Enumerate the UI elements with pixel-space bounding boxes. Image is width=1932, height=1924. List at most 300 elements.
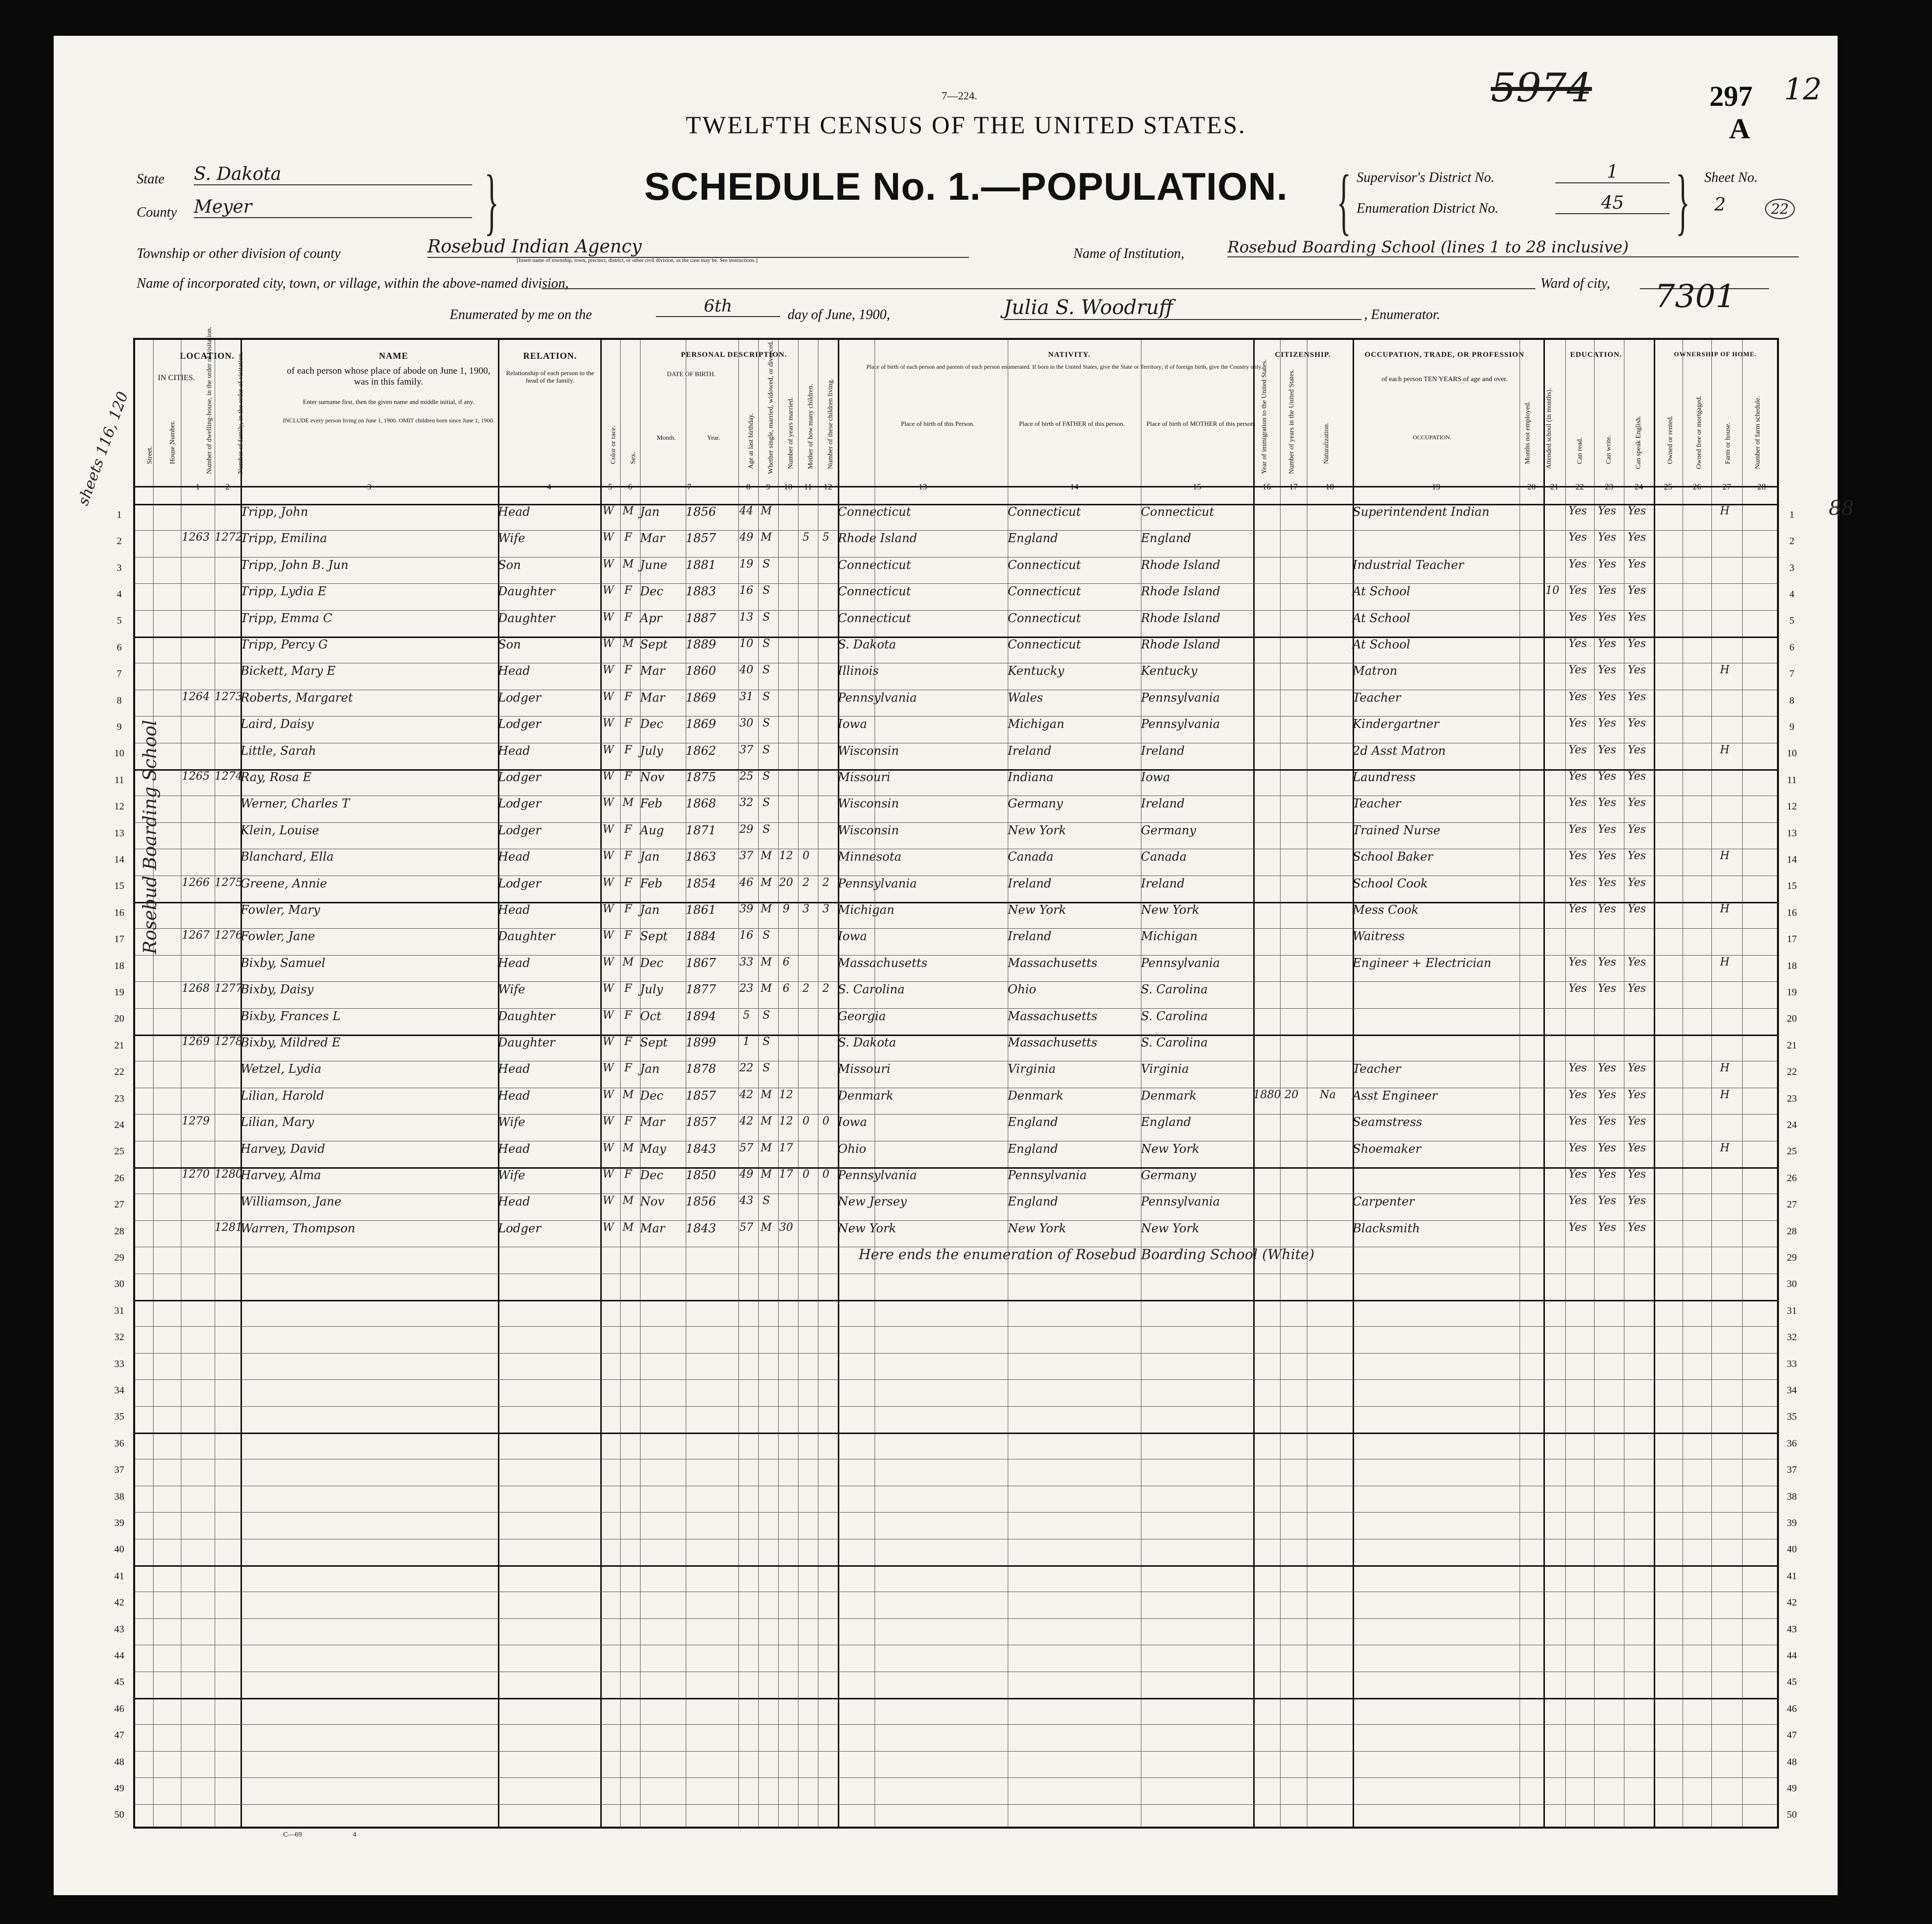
row-number: 44 bbox=[1787, 1650, 1797, 1661]
cell-color: W bbox=[602, 956, 614, 968]
cell-month: Mar bbox=[640, 690, 665, 705]
cell-ym: 6 bbox=[783, 956, 790, 968]
cell-rd: Yes bbox=[1568, 638, 1587, 650]
cell-sex: F bbox=[624, 982, 632, 995]
cell-ms: M bbox=[760, 1115, 772, 1128]
cell-birth: Wisconsin bbox=[838, 797, 899, 811]
cell-mother: New York bbox=[1141, 903, 1200, 917]
corner-12: 12 bbox=[1784, 72, 1822, 107]
cell-year: 1878 bbox=[686, 1062, 717, 1076]
row-number: 50 bbox=[114, 1809, 124, 1821]
cell-rel: Lodger bbox=[498, 797, 541, 811]
row-number: 44 bbox=[114, 1650, 124, 1661]
column-number: 4 bbox=[547, 482, 552, 491]
cell-dw: 1264 bbox=[182, 690, 210, 703]
cell-father: Connecticut bbox=[1008, 505, 1081, 519]
cell-month: Mar bbox=[640, 531, 665, 546]
cell-age: 46 bbox=[739, 876, 753, 889]
cell-name: Bixby, Daisy bbox=[241, 982, 314, 997]
row-number: 49 bbox=[1787, 1782, 1797, 1794]
row-number: 42 bbox=[114, 1597, 124, 1608]
cell-name: Bixby, Samuel bbox=[241, 956, 325, 970]
cell-mother: Germany bbox=[1141, 823, 1196, 837]
cell-sex: F bbox=[624, 584, 632, 597]
grid-row-line bbox=[135, 1804, 1777, 1805]
cell-rel: Head bbox=[498, 505, 530, 519]
cell-en: Yes bbox=[1627, 1168, 1646, 1181]
cell-year: 1861 bbox=[686, 903, 717, 917]
cell-dw: 1268 bbox=[182, 982, 210, 995]
cell-age: 37 bbox=[739, 850, 753, 863]
cell-rel: Daughter bbox=[498, 929, 556, 944]
row-number: 27 bbox=[1787, 1199, 1797, 1210]
column-number: 22 bbox=[1575, 482, 1584, 491]
grid-column-line bbox=[1543, 340, 1545, 1827]
cell-rel: Head bbox=[498, 1062, 530, 1076]
vh-living: Number of these children living. bbox=[827, 378, 834, 469]
cell-month: Nov bbox=[640, 770, 665, 784]
cell-year: 1860 bbox=[686, 664, 717, 678]
hdr-nat-mother: Place of birth of MOTHER of this person. bbox=[1146, 420, 1256, 427]
cell-farm: H bbox=[1720, 956, 1730, 968]
cell-mo: 0 bbox=[803, 1115, 809, 1128]
cell-mother: Michigan bbox=[1141, 929, 1198, 944]
grid-row-line bbox=[135, 955, 1777, 956]
cell-name: Wetzel, Lydia bbox=[241, 1062, 322, 1076]
cell-name: Williamson, Jane bbox=[241, 1195, 342, 1209]
grid-row-line bbox=[135, 1698, 1777, 1699]
cell-color: W bbox=[602, 1115, 614, 1128]
column-number: 17 bbox=[1289, 482, 1298, 491]
cell-month: Jan bbox=[640, 505, 660, 519]
row-number: 26 bbox=[1787, 1172, 1797, 1184]
cell-liv: 3 bbox=[822, 903, 829, 915]
hdr-name-desc: of each person whose place of abode on June 1, 1900, was in this family. bbox=[287, 366, 490, 387]
cell-ms: S bbox=[762, 770, 770, 783]
cell-en: Yes bbox=[1627, 558, 1646, 570]
cell-occ: Kindergartner bbox=[1353, 717, 1440, 731]
column-number: 14 bbox=[1070, 482, 1079, 491]
row-number: 25 bbox=[114, 1146, 124, 1157]
cell-sex: F bbox=[624, 611, 632, 624]
cell-father: Pennsylvania bbox=[1008, 1168, 1087, 1182]
enum-district-value: 45 bbox=[1555, 193, 1670, 214]
cell-wr: Yes bbox=[1598, 584, 1616, 597]
cell-color: W bbox=[602, 823, 614, 836]
row-number: 14 bbox=[1787, 854, 1797, 865]
vh-read: Can read. bbox=[1576, 437, 1584, 464]
cell-birth: Pennsylvania bbox=[838, 690, 917, 705]
cell-imm: 1880 bbox=[1253, 1088, 1281, 1101]
cell-year: 1843 bbox=[686, 1141, 717, 1156]
grid-column-line bbox=[798, 340, 799, 1827]
cell-wr: Yes bbox=[1598, 505, 1616, 517]
cell-en: Yes bbox=[1627, 1115, 1646, 1128]
cell-birth: Iowa bbox=[838, 717, 867, 731]
cell-mo: 0 bbox=[803, 1168, 809, 1181]
cell-wr: Yes bbox=[1598, 1115, 1616, 1128]
row-number: 26 bbox=[114, 1172, 124, 1184]
cell-mother: Denmark bbox=[1141, 1088, 1197, 1103]
column-number: 15 bbox=[1193, 482, 1202, 491]
sheet-value: 2 bbox=[1714, 195, 1726, 215]
cell-father: New York bbox=[1008, 903, 1066, 917]
cell-name: Harvey, David bbox=[241, 1141, 325, 1156]
row-number: 18 bbox=[1787, 960, 1797, 971]
row-number: 39 bbox=[1787, 1517, 1797, 1528]
cell-name: Roberts, Margaret bbox=[241, 690, 353, 705]
cell-dw: 1263 bbox=[182, 531, 210, 544]
cell-wr: Yes bbox=[1598, 664, 1616, 677]
hdr-ownership: OWNERSHIP OF HOME. bbox=[1674, 350, 1757, 358]
row-number: 49 bbox=[114, 1782, 124, 1794]
row-number: 21 bbox=[1787, 1040, 1797, 1051]
row-number: 7 bbox=[1789, 668, 1794, 680]
cell-occ: Laundress bbox=[1353, 770, 1416, 784]
cell-color: W bbox=[602, 903, 614, 915]
row-number: 37 bbox=[114, 1464, 124, 1476]
cell-color: W bbox=[602, 638, 614, 650]
cell-wr: Yes bbox=[1598, 797, 1616, 809]
cell-wr: Yes bbox=[1598, 1168, 1616, 1181]
row-number: 10 bbox=[1787, 748, 1797, 759]
cell-father: Denmark bbox=[1008, 1088, 1063, 1103]
cell-sex: F bbox=[624, 903, 632, 915]
row-number: 8 bbox=[117, 695, 122, 706]
state-label: State bbox=[137, 171, 164, 187]
cell-age: 42 bbox=[739, 1115, 753, 1128]
cell-fam: 1273 bbox=[215, 690, 242, 703]
row-number: 42 bbox=[1787, 1597, 1797, 1608]
row-number: 18 bbox=[114, 960, 124, 971]
cell-rel: Wife bbox=[498, 531, 526, 546]
cell-en: Yes bbox=[1627, 982, 1646, 995]
row-number: 1 bbox=[117, 509, 122, 520]
column-number: 1 bbox=[195, 482, 200, 491]
grid-row-line bbox=[135, 1220, 1777, 1221]
cell-sex: M bbox=[622, 1141, 634, 1154]
cell-ms: S bbox=[762, 797, 770, 809]
cell-en: Yes bbox=[1627, 717, 1646, 730]
vh-natur: Naturalization. bbox=[1323, 422, 1330, 464]
row-number: 12 bbox=[114, 801, 124, 812]
column-number: 8 bbox=[746, 482, 751, 491]
enumerated-mid: day of June, 1900, bbox=[788, 307, 890, 322]
cell-year: 1856 bbox=[686, 505, 717, 519]
column-number: 28 bbox=[1757, 482, 1766, 491]
row-number: 25 bbox=[1787, 1146, 1797, 1157]
incorporated-value-line bbox=[542, 288, 1535, 289]
cell-mother: Kentucky bbox=[1141, 664, 1198, 678]
cell-occ: Waitress bbox=[1353, 929, 1405, 944]
cell-ms: S bbox=[762, 823, 770, 836]
row-number: 3 bbox=[1789, 562, 1794, 573]
cell-month: Mar bbox=[640, 1221, 665, 1235]
cell-wr: Yes bbox=[1598, 770, 1616, 783]
cell-year: 1899 bbox=[686, 1036, 717, 1049]
cell-color: W bbox=[602, 1036, 614, 1048]
cell-wr: Yes bbox=[1598, 850, 1616, 863]
cell-en: Yes bbox=[1627, 797, 1646, 809]
cell-birth: New Jersey bbox=[838, 1195, 907, 1209]
right-margin-note: 88 bbox=[1829, 497, 1854, 520]
row-number: 13 bbox=[1787, 827, 1797, 839]
ward-label: Ward of city, bbox=[1540, 276, 1610, 291]
cell-occ: School Baker bbox=[1353, 850, 1433, 864]
cell-sex: F bbox=[624, 1115, 632, 1128]
cell-farm: H bbox=[1720, 505, 1730, 517]
cell-sex: M bbox=[622, 1221, 634, 1234]
cell-ym: 9 bbox=[783, 903, 790, 915]
cell-en: Yes bbox=[1627, 876, 1646, 889]
cell-mother: Germany bbox=[1141, 1168, 1196, 1182]
enumerator-name: Julia S. Woodruff bbox=[1004, 296, 1362, 320]
cell-fam: 1272 bbox=[215, 531, 242, 544]
grid-row-line bbox=[135, 1326, 1777, 1327]
cell-sex: F bbox=[624, 1009, 632, 1022]
cell-en: Yes bbox=[1627, 690, 1646, 703]
cell-fam: 1281 bbox=[215, 1221, 242, 1234]
cell-rel: Lodger bbox=[498, 690, 541, 705]
cell-mother: New York bbox=[1141, 1141, 1200, 1156]
cell-year: 1881 bbox=[686, 558, 717, 572]
cell-name: Little, Sarah bbox=[241, 743, 317, 758]
footer-4: 4 bbox=[353, 1831, 356, 1839]
row-number: 40 bbox=[114, 1544, 124, 1555]
row-number: 6 bbox=[117, 641, 122, 653]
cell-name: Fowler, Mary bbox=[241, 903, 321, 917]
vh-write: Can write. bbox=[1605, 435, 1612, 464]
county-label: County bbox=[137, 205, 177, 220]
cell-month: Apr bbox=[640, 611, 662, 625]
cell-wr: Yes bbox=[1598, 611, 1616, 624]
cell-father: Canada bbox=[1008, 850, 1054, 864]
cell-color: W bbox=[602, 1009, 614, 1022]
row-number: 22 bbox=[1787, 1066, 1797, 1078]
cell-sex: F bbox=[624, 850, 632, 863]
grid-column-line bbox=[1654, 340, 1655, 1827]
cell-father: Massachusetts bbox=[1008, 1009, 1098, 1023]
vh-farm: Farm or house. bbox=[1724, 422, 1732, 464]
cell-en: Yes bbox=[1627, 1195, 1646, 1207]
cell-birth: Ohio bbox=[838, 1141, 867, 1156]
cell-father: Connecticut bbox=[1008, 558, 1081, 572]
cell-year: 1871 bbox=[686, 823, 717, 837]
grid-column-line bbox=[1253, 340, 1255, 1827]
cell-year: 1856 bbox=[686, 1195, 717, 1209]
left-margin-note: Rosebud Boarding School bbox=[140, 720, 161, 954]
cell-sex: F bbox=[624, 717, 632, 730]
column-number: 20 bbox=[1527, 482, 1536, 491]
cell-mother: Rhode Island bbox=[1141, 584, 1220, 599]
hdr-name-instr: Enter surname first, then the given name and middle initial, if any. bbox=[303, 398, 475, 405]
cell-fam: 1280 bbox=[215, 1168, 242, 1181]
column-number: 27 bbox=[1722, 482, 1731, 491]
cell-rel: Head bbox=[498, 1088, 530, 1103]
cell-rel: Son bbox=[498, 558, 521, 572]
cell-age: 42 bbox=[739, 1088, 753, 1101]
cell-color: W bbox=[602, 797, 614, 809]
cell-ms: S bbox=[762, 743, 770, 756]
cell-sex: F bbox=[624, 823, 632, 836]
cell-father: Massachusetts bbox=[1008, 956, 1098, 970]
cell-rd: Yes bbox=[1568, 903, 1587, 915]
hdr-personal: PERSONAL DESCRIPTION. bbox=[681, 351, 787, 359]
vh-free: Owned free or mortgaged. bbox=[1695, 396, 1703, 469]
cell-ms: M bbox=[760, 956, 772, 968]
row-number: 45 bbox=[1787, 1677, 1797, 1688]
cell-age: 5 bbox=[743, 1009, 750, 1022]
grid-row-line bbox=[135, 1406, 1777, 1407]
row-number: 22 bbox=[114, 1066, 124, 1078]
cell-year: 1857 bbox=[686, 1115, 717, 1129]
cell-age: 19 bbox=[739, 558, 753, 570]
cell-age: 33 bbox=[739, 956, 753, 968]
cell-mother: Pennsylvania bbox=[1141, 717, 1220, 731]
cell-occ: Blacksmith bbox=[1353, 1221, 1420, 1235]
row-number: 33 bbox=[114, 1358, 124, 1369]
hdr-nat-father: Place of birth of FATHER of this person. bbox=[1019, 420, 1125, 427]
cell-name: Klein, Louise bbox=[241, 823, 320, 837]
vh-mother-of: Mother of how many children. bbox=[807, 384, 814, 469]
row-number: 16 bbox=[1787, 907, 1797, 918]
cell-age: 1 bbox=[743, 1036, 750, 1048]
grid-row-line bbox=[135, 822, 1777, 823]
vh-sex: Sex. bbox=[630, 452, 637, 464]
row-number: 31 bbox=[1787, 1305, 1797, 1316]
row-number: 41 bbox=[114, 1570, 124, 1582]
cell-month: July bbox=[640, 743, 663, 758]
cell-rd: Yes bbox=[1568, 850, 1587, 863]
column-number: 10 bbox=[784, 482, 793, 491]
cell-rd: Yes bbox=[1568, 982, 1587, 995]
cell-age: 31 bbox=[739, 690, 753, 703]
cell-liv: 5 bbox=[822, 531, 829, 544]
grid-row-line bbox=[135, 1565, 1777, 1567]
cell-wr: Yes bbox=[1598, 558, 1616, 570]
end-note: Here ends the enumeration of Rosebud Boarding School (White) bbox=[859, 1246, 1315, 1263]
cell-birth: Connecticut bbox=[838, 584, 911, 599]
cell-ms: S bbox=[762, 558, 770, 570]
cell-father: Connecticut bbox=[1008, 584, 1081, 599]
cell-year: 1868 bbox=[686, 797, 717, 811]
cell-name: Warren, Thompson bbox=[241, 1221, 356, 1235]
cell-wr: Yes bbox=[1598, 743, 1616, 756]
cell-father: Ireland bbox=[1008, 743, 1051, 758]
cell-color: W bbox=[602, 982, 614, 995]
cell-name: Lilian, Mary bbox=[241, 1115, 314, 1129]
cell-ym: 12 bbox=[779, 850, 793, 863]
cell-mother: S. Carolina bbox=[1141, 1009, 1208, 1023]
row-number: 12 bbox=[1787, 801, 1797, 812]
census-title: TWELFTH CENSUS OF THE UNITED STATES. bbox=[685, 111, 1247, 139]
cell-rel: Head bbox=[498, 664, 530, 678]
cell-month: Sept bbox=[640, 929, 668, 944]
cell-rd: Yes bbox=[1568, 664, 1587, 677]
cell-ms: S bbox=[762, 1036, 770, 1048]
cell-rel: Head bbox=[498, 1195, 530, 1209]
cell-birth: Connecticut bbox=[838, 505, 911, 519]
cell-fam: 1275 bbox=[215, 876, 242, 889]
cell-occ: At School bbox=[1353, 611, 1411, 625]
cell-en: Yes bbox=[1627, 1221, 1646, 1234]
cell-rel: Head bbox=[498, 850, 530, 864]
column-number: 13 bbox=[918, 482, 927, 491]
cell-year: 1894 bbox=[686, 1009, 717, 1023]
cell-color: W bbox=[602, 876, 614, 889]
column-number: 18 bbox=[1325, 482, 1334, 491]
cell-rel: Daughter bbox=[498, 1036, 556, 1049]
cell-birth: Denmark bbox=[838, 1088, 893, 1103]
cell-month: Nov bbox=[640, 1195, 665, 1209]
cell-ms: S bbox=[762, 638, 770, 650]
cell-dw: 1279 bbox=[182, 1115, 210, 1128]
cell-year: 1854 bbox=[686, 876, 717, 890]
row-number: 35 bbox=[1787, 1411, 1797, 1423]
cell-birth: S. Dakota bbox=[838, 638, 896, 651]
row-number: 43 bbox=[114, 1623, 124, 1635]
row-number: 24 bbox=[1787, 1119, 1797, 1130]
row-number: 36 bbox=[1787, 1438, 1797, 1449]
grid-row-line bbox=[135, 1777, 1777, 1778]
cell-wr: Yes bbox=[1598, 823, 1616, 836]
row-number: 5 bbox=[117, 615, 122, 627]
cell-birth: Michigan bbox=[838, 903, 894, 917]
hdr-in-cities: IN CITIES. bbox=[158, 374, 195, 382]
vh-age: Age at last birthday. bbox=[747, 413, 755, 469]
cell-father: England bbox=[1008, 1115, 1058, 1129]
cell-occ: Carpenter bbox=[1353, 1195, 1415, 1209]
cell-mother: Pennsylvania bbox=[1141, 690, 1220, 705]
cell-name: Bickett, Mary E bbox=[241, 664, 336, 678]
cell-month: Dec bbox=[640, 1088, 663, 1103]
cell-rd: Yes bbox=[1568, 611, 1587, 624]
hdr-education: EDUCATION. bbox=[1570, 351, 1622, 359]
cell-month: Jan bbox=[640, 1062, 660, 1076]
cell-father: Connecticut bbox=[1008, 611, 1081, 625]
cell-color: W bbox=[602, 717, 614, 730]
column-number: 11 bbox=[804, 482, 812, 491]
cell-father: Michigan bbox=[1008, 717, 1064, 731]
cell-color: W bbox=[602, 1062, 614, 1075]
cell-rd: Yes bbox=[1568, 770, 1587, 783]
cell-father: New York bbox=[1008, 823, 1066, 837]
cell-father: Ohio bbox=[1008, 982, 1037, 997]
row-number: 30 bbox=[1787, 1279, 1797, 1290]
cell-month: Mar bbox=[640, 1115, 665, 1129]
row-number: 13 bbox=[114, 827, 124, 839]
cell-age: 57 bbox=[739, 1221, 753, 1234]
column-number: 7 bbox=[687, 482, 692, 491]
cell-age: 16 bbox=[739, 584, 753, 597]
cell-birth: Pennsylvania bbox=[838, 1168, 917, 1182]
cell-mother: England bbox=[1141, 1115, 1192, 1129]
cell-month: Jan bbox=[640, 903, 660, 917]
vh-immig: Year of immigration to the United States. bbox=[1261, 359, 1268, 474]
row-number: 37 bbox=[1787, 1464, 1797, 1476]
cell-sex: F bbox=[624, 690, 632, 703]
vh-years-married: Number of years married. bbox=[787, 397, 795, 469]
cell-color: W bbox=[602, 850, 614, 863]
column-number: 23 bbox=[1605, 482, 1613, 491]
vh-color: Color or race. bbox=[610, 425, 617, 464]
grid-row-line bbox=[135, 583, 1777, 584]
cell-father: England bbox=[1008, 531, 1058, 546]
cell-mother: Rhode Island bbox=[1141, 558, 1220, 572]
hdr-name: NAME bbox=[379, 351, 408, 361]
column-number: 19 bbox=[1432, 482, 1441, 491]
right-brace-2: } bbox=[1676, 160, 1690, 242]
